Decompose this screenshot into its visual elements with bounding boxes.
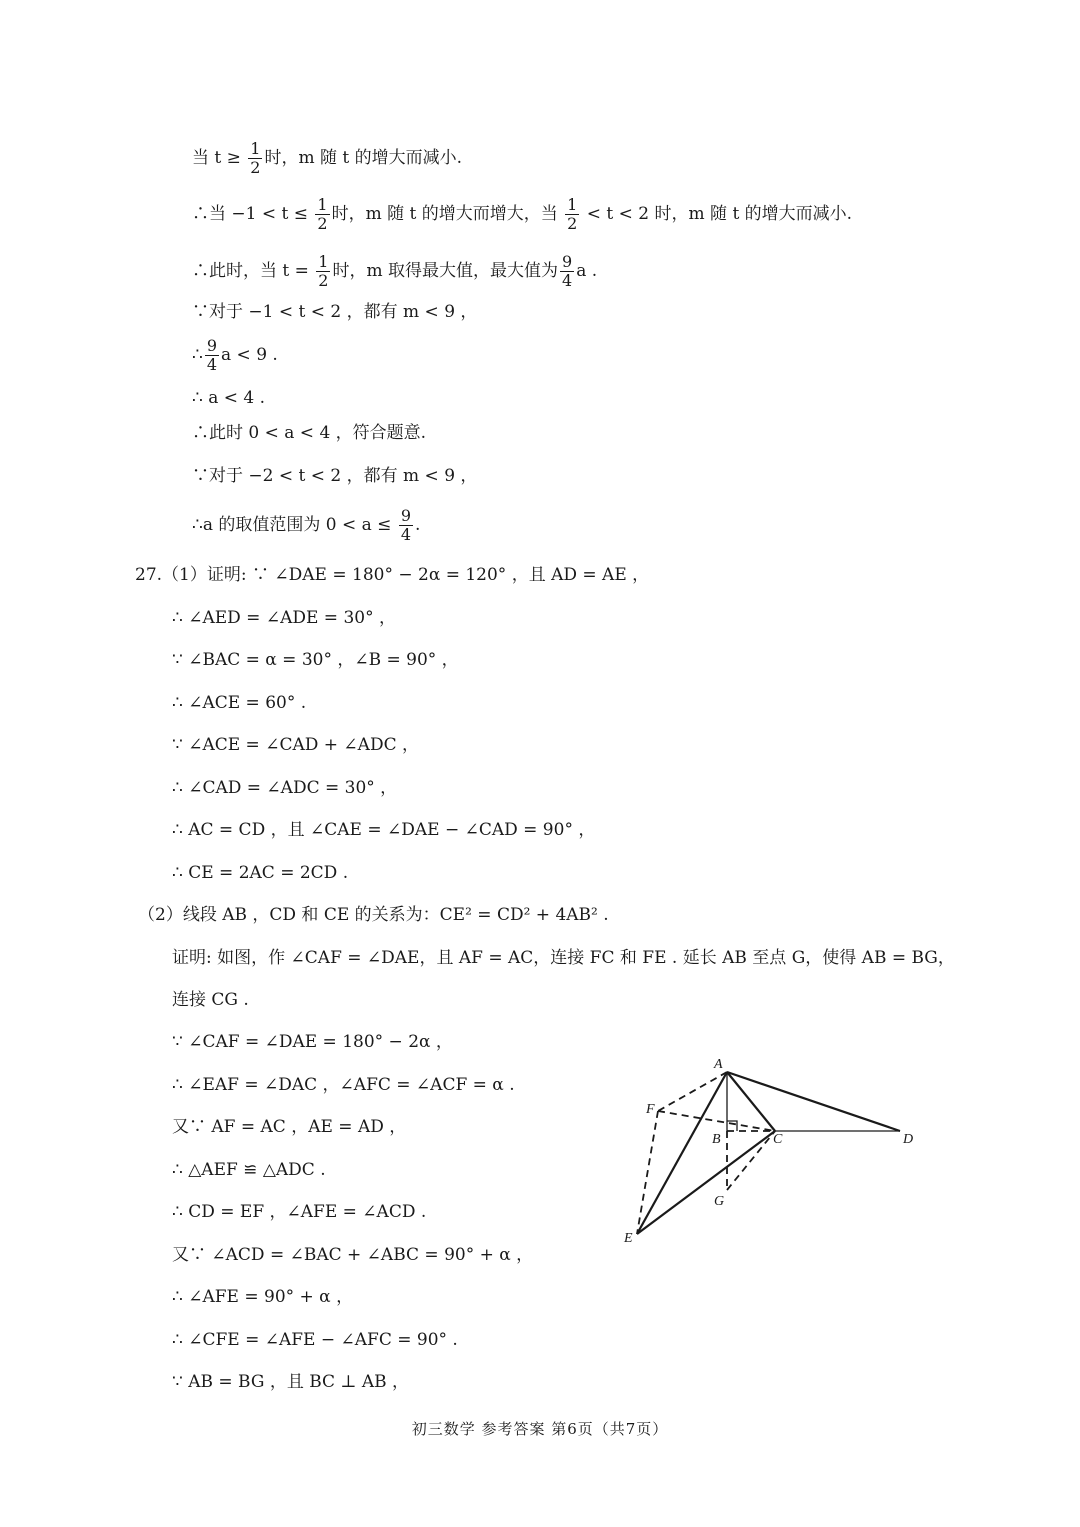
line-29: ∵ AB = BG ，且 BC ⊥ AB ， [172,1372,410,1392]
label-C: C [773,1132,783,1147]
line-13: ∴ ∠ACE = 60° . [172,693,307,713]
line-11: ∴ ∠AED = ∠ADE = 30° ， [172,608,396,628]
line-17: ∴ CE = 2AC = 2CD . [172,863,349,883]
fraction [565,196,579,233]
text: a . [576,261,598,281]
fraction [399,507,413,544]
text: 时，m 随 t 的增大而增大，当 [331,204,564,224]
fraction [248,140,262,177]
fraction [316,253,330,290]
line-2 [192,196,852,233]
line-10: 27.（1）证明: ∵ ∠DAE = 180° − 2α = 120° ，且 AD = AE ， [135,565,650,585]
denominator: 2 [567,214,578,233]
segment-CE [637,1131,775,1234]
line-16: ∴ AC = CD ，且 ∠CAE = ∠DAE − ∠CAD = 90° ， [172,820,596,840]
line-14: ∵ ∠ACE = ∠CAD + ∠ADC ， [172,735,419,755]
geometry-figure [610,1050,930,1250]
line-18: （2）线段 AB ，CD 和 CE 的关系为：CE² = CD² + 4AB² . [138,905,609,925]
text: ∴当 −1 < t ≤ [192,204,314,224]
segment-AD [727,1072,900,1131]
numerator: 9 [562,252,573,271]
denominator: 4 [206,355,218,374]
numerator: 1 [317,195,328,214]
line-6: ∴ a < 4 . [192,388,266,408]
label-A: A [714,1057,723,1072]
text: < t < 2 时，m 随 t 的增大而减小. [581,204,853,224]
fraction [560,253,574,290]
numerator: 1 [318,252,329,271]
line-26: 又∵ ∠ACD = ∠BAC + ∠ABC = 90° + α ， [172,1245,534,1265]
numerator: 1 [250,139,261,158]
numerator: 1 [567,195,578,214]
label-E: E [624,1231,633,1246]
denominator: 2 [318,271,329,290]
line-27: ∴ ∠AFE = 90° + α ， [172,1287,354,1307]
line-3 [192,253,597,290]
line-7: ∴此时 0 < a < 4 ，符合题意. [192,423,427,443]
page-footer: 初三数学 参考答案 第6页（共7页） [411,1420,669,1438]
text: . [415,515,421,535]
text: a < 9 . [221,345,278,365]
denominator: 2 [317,214,328,233]
line-9 [192,507,420,544]
text: 时，m 随 t 的增大而减小. [264,148,463,168]
line-28: ∴ ∠CFE = ∠AFE − ∠AFC = 90° . [172,1330,458,1350]
line-25: ∴ CD = EF ，∠AFE = ∠ACD . [172,1202,427,1222]
line-20: 连接 CG . [172,990,249,1010]
line-1 [192,140,462,177]
label-B: B [712,1132,721,1147]
line-24: ∴ △AEF ≌ △ADC . [172,1160,326,1180]
denominator: 4 [562,271,573,290]
fraction [315,196,329,233]
line-15: ∴ ∠CAD = ∠ADC = 30° ， [172,778,398,798]
text: ∴ [192,345,203,365]
denominator: 4 [400,525,412,544]
line-12: ∵ ∠BAC = α = 30° ，∠B = 90° ， [172,650,459,670]
line-21: ∵ ∠CAF = ∠DAE = 180° − 2α ， [172,1032,453,1052]
right-angle-mark [727,1121,737,1131]
line-22: ∴ ∠EAF = ∠DAC ，∠AFC = ∠ACF = α . [172,1075,515,1095]
line-4: ∵对于 −1 < t < 2 ，都有 m < 9 ， [192,302,478,322]
text: ∴此时，当 t = [192,261,315,281]
label-D: D [903,1132,914,1147]
segment-FC [658,1111,775,1131]
text: ∴a 的取值范围为 0 < a ≤ [192,515,397,535]
fraction [205,337,219,374]
text: 时，m 取得最大值，最大值为 [332,261,559,281]
label-F: F [646,1102,655,1117]
line-19: 证明: 如图，作 ∠CAF = ∠DAE，且 AF = AC，连接 FC 和 FE . 延长 AB 至点 G，使得 AB = BG， [172,948,955,968]
line-23: 又∵ AF = AC ，AE = AD ， [172,1117,407,1137]
numerator: 9 [400,506,412,525]
line-5 [192,337,278,374]
denominator: 2 [250,158,261,177]
line-8: ∵对于 −2 < t < 2 ，都有 m < 9 ， [192,466,478,486]
numerator: 9 [206,336,218,355]
label-G: G [714,1194,725,1209]
text: 当 t ≥ [192,148,247,168]
